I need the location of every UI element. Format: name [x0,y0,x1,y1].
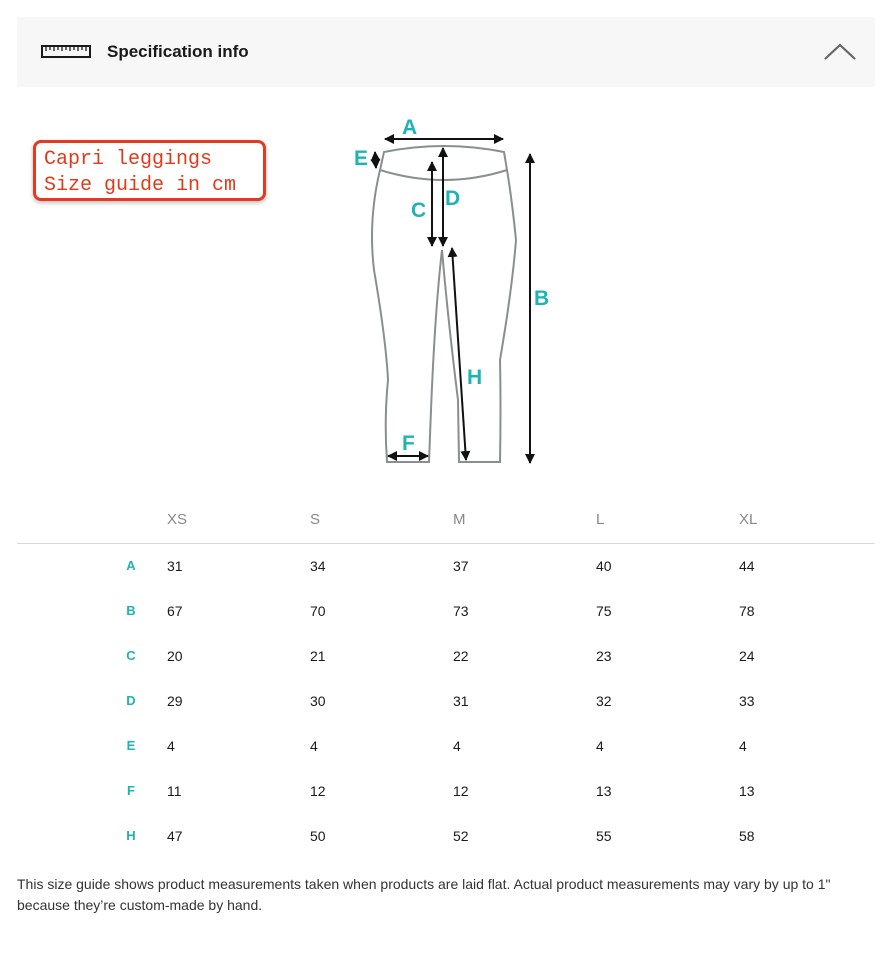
label-a: A [402,116,418,139]
table-cell: 70 [310,603,326,619]
table-cell: 4 [167,738,175,754]
table-cell: 55 [596,828,612,844]
table-cell: 44 [739,558,755,574]
row-label: E [126,738,136,753]
table-cell: 58 [739,828,755,844]
row-label: F [127,783,135,798]
table-cell: 4 [453,738,461,754]
label-d: D [445,187,461,210]
size-table-header [17,500,875,544]
size-guide-footnote: This size guide shows product measurements taken when products are laid flat. Actual product measurements may vary by up to 1" because they’re custom-made by hand. [17,876,831,913]
table-row [17,544,875,589]
table-cell: 33 [739,693,755,709]
size-guide-note [33,140,266,201]
label-f: F [402,432,415,455]
row-label: D [126,693,136,708]
table-cell: 24 [739,648,755,664]
leggings-diagram [340,110,570,475]
size-header-xl: XL [739,511,758,528]
table-cell: 4 [739,738,747,754]
collapse-button[interactable] [823,39,857,65]
header-title: Specification info [107,42,249,61]
table-cell: 47 [167,828,183,844]
table-cell: 34 [310,558,326,574]
table-cell: 67 [167,603,183,619]
table-row [17,634,875,679]
label-h: H [467,366,483,389]
note-line-1: Capri leggings [44,148,213,171]
table-cell: 29 [167,693,183,709]
size-table-body [17,544,875,859]
table-cell: 22 [453,648,469,664]
table-cell: 13 [739,783,755,799]
size-header-xs: XS [167,511,188,528]
table-cell: 4 [310,738,318,754]
table-cell: 12 [453,783,469,799]
table-row [17,814,875,859]
table-row [17,589,875,634]
row-label: H [126,828,136,843]
table-cell: 23 [596,648,612,664]
size-table [17,500,875,859]
size-header-m: M [453,511,466,528]
table-cell: 11 [167,783,182,799]
table-cell: 4 [596,738,604,754]
table-cell: 78 [739,603,755,619]
table-cell: 31 [167,558,183,574]
ruler-icon [41,45,91,58]
size-header-s: S [310,511,321,528]
chevron-up-icon [823,39,857,65]
table-cell: 13 [596,783,612,799]
note-line-2: Size guide in cm [44,174,237,197]
table-row [17,679,875,724]
row-label: B [126,603,136,618]
row-label: C [126,648,136,663]
table-row [17,769,875,814]
size-header-l: L [596,511,605,528]
table-cell: 52 [453,828,469,844]
table-cell: 73 [453,603,469,619]
table-cell: 75 [596,603,612,619]
table-cell: 30 [310,693,326,709]
table-cell: 40 [596,558,612,574]
table-cell: 50 [310,828,326,844]
table-row [17,724,875,769]
label-c: C [411,199,427,222]
label-e: E [354,147,369,170]
label-b: B [534,287,550,310]
table-cell: 12 [310,783,326,799]
row-label: A [126,558,136,573]
table-cell: 21 [310,648,326,664]
table-cell: 20 [167,648,183,664]
table-cell: 37 [453,558,469,574]
table-cell: 31 [453,693,469,709]
specification-header[interactable] [17,17,875,87]
table-cell: 32 [596,693,612,709]
